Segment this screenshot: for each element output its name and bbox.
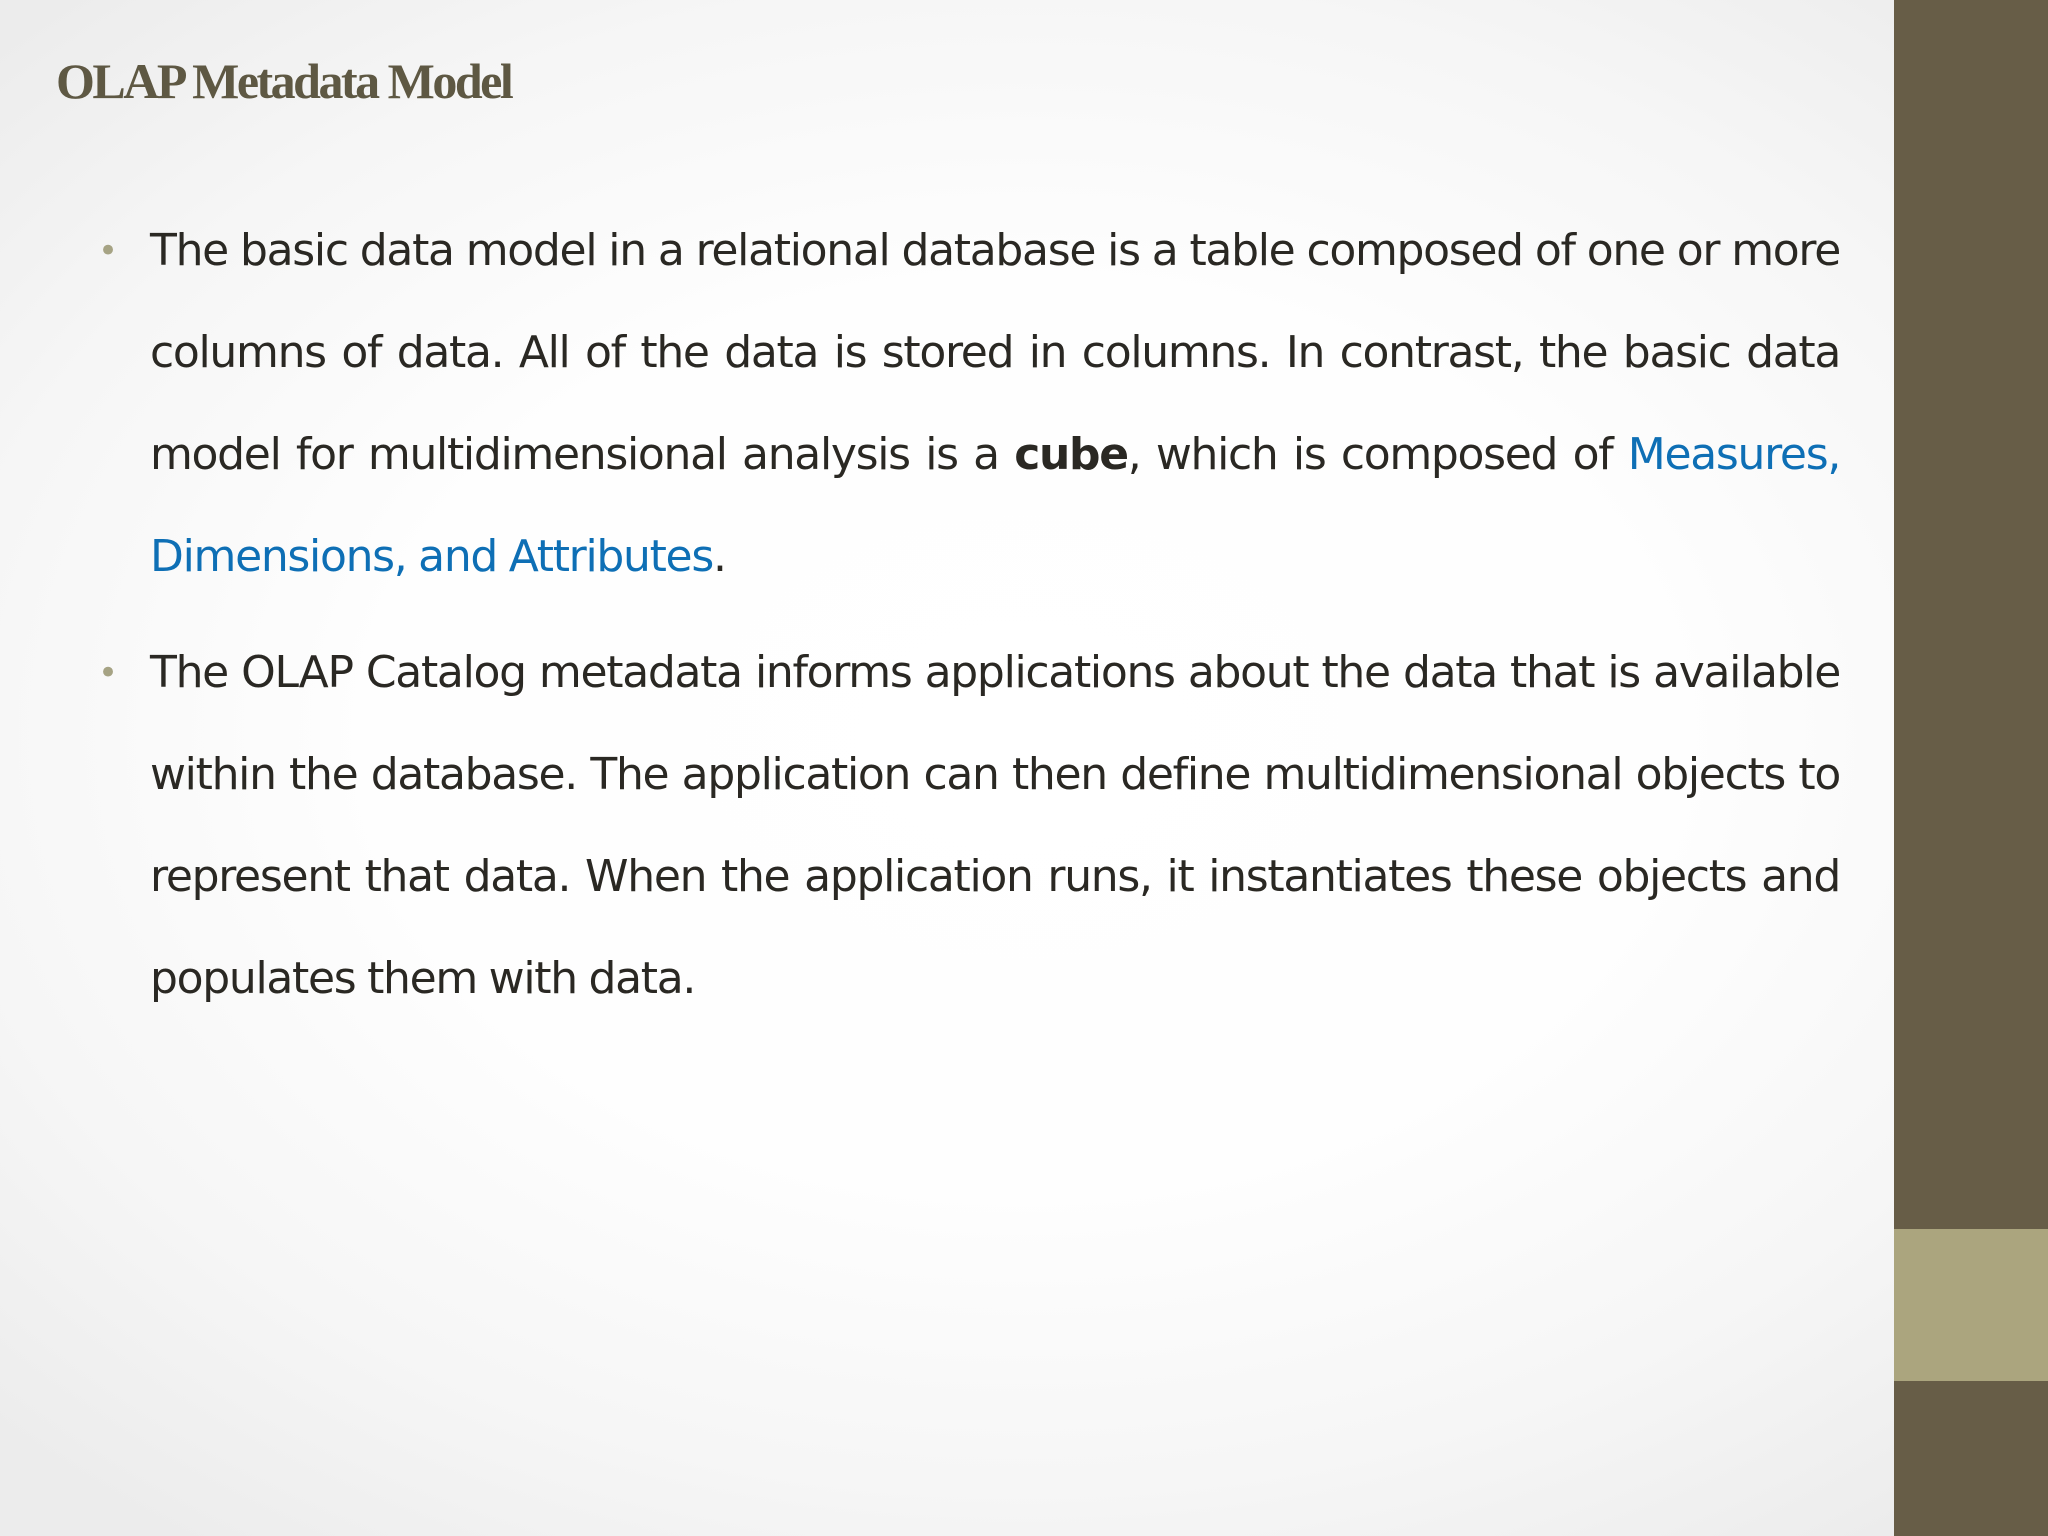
bullet-text-part: The basic data model in a relational database is a table composed of one or more columns of data. All of the data is stored in columns. In contrast, the basic data model for multidimensional analysis is a [150, 225, 1840, 480]
bullet-item [96, 200, 1840, 608]
bullet-list [96, 200, 1840, 1044]
measures-dimensions-attributes-link[interactable]: Measures, Dimensions, and Attributes [150, 429, 1841, 582]
bullet-text-part: , which is composed of [1127, 429, 1628, 480]
emphasis-cube: cube [1014, 429, 1128, 480]
bullet-item [96, 622, 1840, 1030]
slide-title: OLAP Metadata Model [56, 53, 512, 109]
sidebar-accent-block [1894, 1229, 2048, 1381]
bullet-text: The OLAP Catalog metadata informs applications about the data that is available within the database. The application can then define multidimensional objects to represent that data. When the application runs, it instantiates these objects and populates them with data. [150, 647, 1840, 1004]
bullet-marker: • [98, 653, 119, 693]
bullet-marker: • [98, 231, 119, 271]
bullet-text [150, 200, 1840, 608]
sidebar-decoration [1894, 0, 2048, 1536]
bullet-text-part: . [712, 531, 726, 582]
